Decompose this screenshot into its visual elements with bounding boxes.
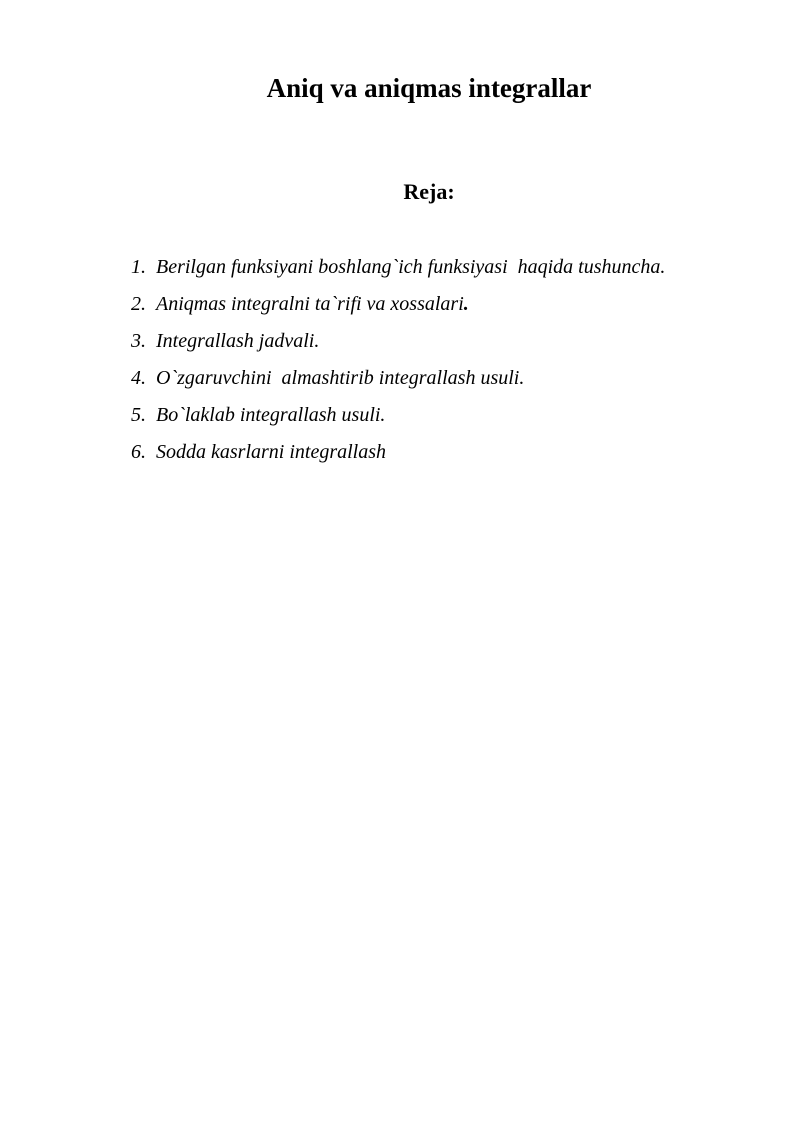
list-item-number: 2. [131, 293, 146, 315]
list-item [131, 249, 665, 286]
plan-list [131, 249, 665, 471]
list-item-text: Aniqmas integralni ta`rifi va xossalari [156, 293, 464, 315]
list-item-text: Integrallash jadvali. [156, 330, 320, 352]
plan-heading: Reja: [403, 179, 455, 204]
list-item-number: 3. [131, 330, 146, 352]
list-item-text: O`zgaruvchini almashtirib integrallash usuli. [156, 367, 525, 389]
list-item-number: 6. [131, 441, 146, 463]
list-item-number: 1. [131, 256, 146, 278]
list-item-text: Bo`laklab integrallash usuli. [156, 404, 386, 426]
list-item-end: . [463, 293, 469, 315]
list-item [131, 397, 665, 434]
page-title: Aniq va aniqmas integrallar [266, 73, 592, 103]
list-item [131, 360, 665, 397]
list-item [131, 323, 665, 360]
list-item [131, 286, 665, 323]
list-item-number: 4. [131, 367, 146, 389]
list-item-text: Berilgan funksiyani boshlang`ich funksiyasi haqida tushuncha. [156, 256, 666, 278]
list-item [131, 434, 665, 471]
list-item-text: Sodda kasrlarni integrallash [156, 441, 387, 463]
list-item-number: 5. [131, 404, 146, 426]
